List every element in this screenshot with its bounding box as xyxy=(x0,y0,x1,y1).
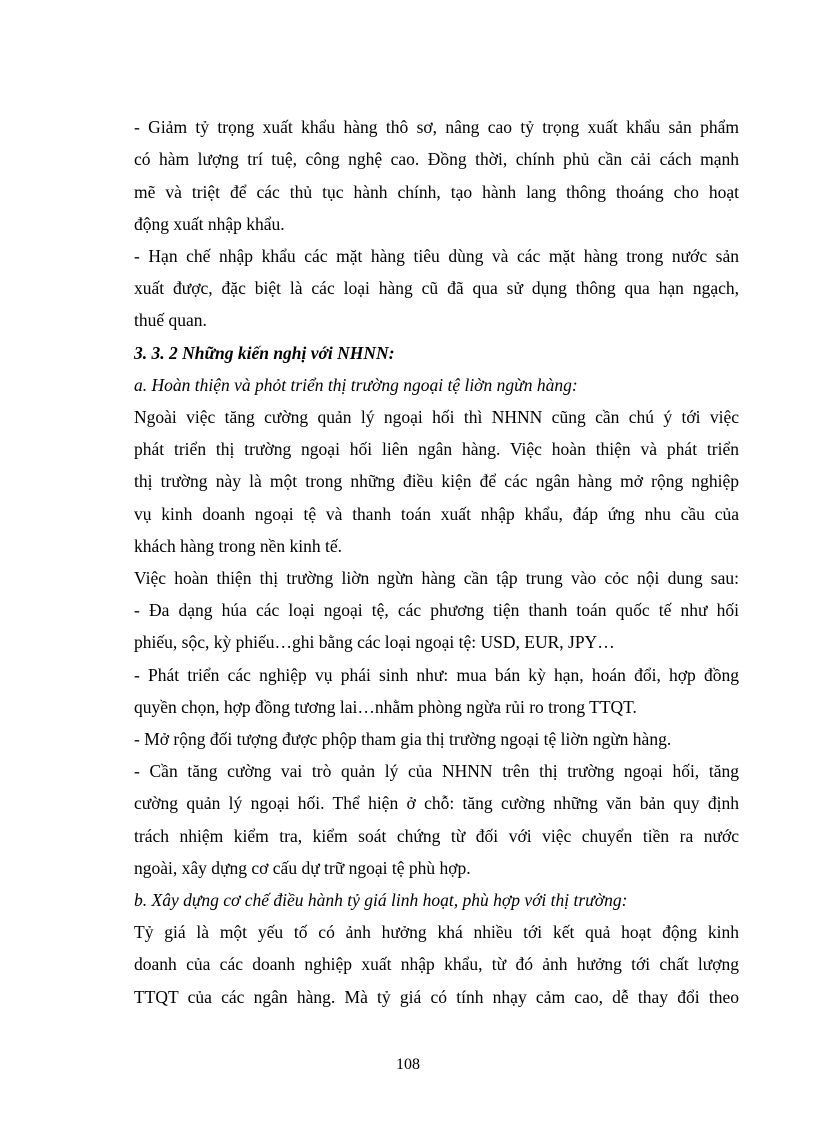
paragraph-line: xuất được, đặc biệt là các loại hàng cũ đã qua sử dụng thông qua hạn ngạch, xyxy=(134,278,739,298)
paragraph-line: vụ kinh doanh ngoại tệ và thanh toán xuất nhập khẩu, đáp ứng nhu cầu của xyxy=(134,504,739,524)
section-heading: 3. 3. 2 Những kiến nghị với NHNN: xyxy=(134,343,395,363)
paragraph-line: TTQT của các ngân hàng. Mà tỷ giá có tính nhạy cảm cao, dễ thay đổi theo xyxy=(134,987,739,1007)
paragraph-line: thuế quan. xyxy=(134,310,207,330)
paragraph-line: - Phát triển các nghiệp vụ phái sinh như: mua bán kỳ hạn, hoán đổi, hợp đồng xyxy=(134,665,739,685)
paragraph-line: Tỷ giá là một yếu tố có ảnh hưởng khá nhiều tới kết quả hoạt động kinh xyxy=(134,922,739,942)
paragraph-line: - Hạn chế nhập khẩu các mặt hàng tiêu dùng và các mặt hàng trong nước sản xyxy=(134,246,739,266)
paragraph-line: Việc hoàn thiện thị trường liờn ngừn hàng cần tập trung vào cỏc nội dung sau: xyxy=(134,568,739,588)
subsection-heading-a: a. Hoàn thiện và phỏt triển thị trường ngoại tệ liờn ngừn hàng: xyxy=(134,375,578,395)
paragraph-line: phiếu, sộc, kỳ phiếu…ghi bằng các loại ngoại tệ: USD, EUR, JPY… xyxy=(134,632,615,652)
paragraph-line: khách hàng trong nền kinh tế. xyxy=(134,536,343,556)
page-number: 108 xyxy=(396,1056,420,1073)
paragraph-line: doanh của các doanh nghiệp xuất nhập khẩu, từ đó ảnh hưởng tới chất lượng xyxy=(134,954,739,974)
paragraph-line: - Mở rộng đối tượng được phộp tham gia thị trường ngoại tệ liờn ngừn hàng. xyxy=(134,729,672,749)
paragraph-line: quyền chọn, hợp đồng tương lai…nhằm phòng ngừa rủi ro trong TTQT. xyxy=(134,697,637,717)
paragraph-line: Ngoài việc tăng cường quản lý ngoại hối thì NHNN cũng cần chú ý tới việc xyxy=(134,407,739,427)
subsection-heading-b: b. Xây dựng cơ chế điều hành tỷ giá linh hoạt, phù hợp với thị trường: xyxy=(134,890,628,910)
paragraph-line: cường quản lý ngoại hối. Thể hiện ở chỗ: tăng cường những văn bản quy định xyxy=(134,793,739,813)
paragraph-line: trách nhiệm kiểm tra, kiểm soát chứng từ đối với việc chuyển tiền ra nước xyxy=(134,826,739,846)
paragraph-line: ngoài, xây dựng cơ cấu dự trữ ngoại tệ phù hợp. xyxy=(134,858,471,878)
paragraph-line: - Đa dạng húa các loại ngoại tệ, các phương tiện thanh toán quốc tế như hối xyxy=(134,600,739,620)
paragraph-line: mẽ và triệt để các thủ tục hành chính, tạo hành lang thông thoáng cho hoạt xyxy=(134,182,739,202)
paragraph-line: phát triển thị trường ngoại hối liên ngân hàng. Việc hoàn thiện và phát triển xyxy=(134,439,739,459)
paragraph-line: có hàm lượng trí tuệ, công nghệ cao. Đồng thời, chính phủ cần cải cách mạnh xyxy=(134,149,739,169)
paragraph-line: - Cần tăng cường vai trò quản lý của NHNN trên thị trường ngoại hối, tăng xyxy=(134,761,739,781)
paragraph-line: thị trường này là một trong những điều kiện để các ngân hàng mở rộng nghiệp xyxy=(134,471,739,491)
paragraph-line: động xuất nhập khẩu. xyxy=(134,214,285,234)
paragraph-line: - Giảm tỷ trọng xuất khẩu hàng thô sơ, nâng cao tỷ trọng xuất khẩu sản phẩm xyxy=(134,117,739,137)
